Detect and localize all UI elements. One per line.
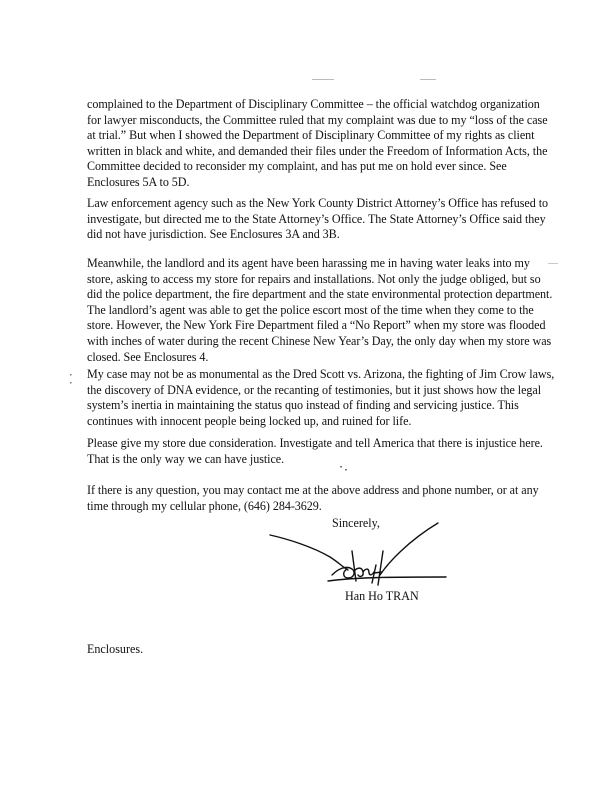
signer-name: Han Ho TRAN (345, 589, 419, 603)
paragraph-request: Please give my store due consideration. Investigate and tell America that there is injustice here. That is the only way we can have justice. (87, 436, 543, 466)
handwritten-signature (268, 515, 448, 590)
paragraph-law-enforcement: Law enforcement agency such as the New York County District Attorney’s Office has refused to investigate, but directed me to the State Attorney’s Office. The State Attorney’s Office said they did not have jurisdiction. See Enclosures 3A and 3B. (87, 196, 549, 242)
paragraph-disciplinary-committee: complained to the Department of Disciplinary Committee – the official watchdog organization for lawyer misconducts, the Committee ruled that my complaint was due to my “loss of the case at trial.” But when I showed the Department of Disciplinary Committee of my rights as client written in black and white, and demanded their files under the Freedom of Information Acts, the Committee decided to reconsider my complaint, and has put me on hold ever since. See Enclosures 5A to 5D. (87, 97, 548, 189)
paragraph-landlord-harassment: Meanwhile, the landlord and its agent have been harassing me in having water leaks into my store, asking to access my store for repairs and installations. Not only the judge obliged, but so did the police department, the fire department and the state environmental protection department. The landlord’s agent was able to get the police escort most of the time when they come to the store. However, the New York Fire Department filed a “No Report” when my store was flooded with inches of water during the recent Chinese New Year’s Day, the only day when my store was closed. See Enclosures 4. (87, 256, 553, 364)
paragraph-contact: If there is any question, you may contact me at the above address and phone number, or at any time through my cellular phone, (646) 284-3629. (87, 483, 539, 513)
paragraph-case-significance: My case may not be as monumental as the Dred Scott vs. Arizona, the fighting of Jim Crow laws, the discovery of DNA evidence, or the recanting of testimonies, but it just shows how the legal system’s inertia in maintaining the status quo instead of finding and servicing justice. This continues with innocent people being locked up, and ruined for life. (87, 367, 555, 428)
enclosures-note: Enclosures. (87, 642, 144, 656)
closing-salutation: Sincerely, (332, 516, 380, 530)
